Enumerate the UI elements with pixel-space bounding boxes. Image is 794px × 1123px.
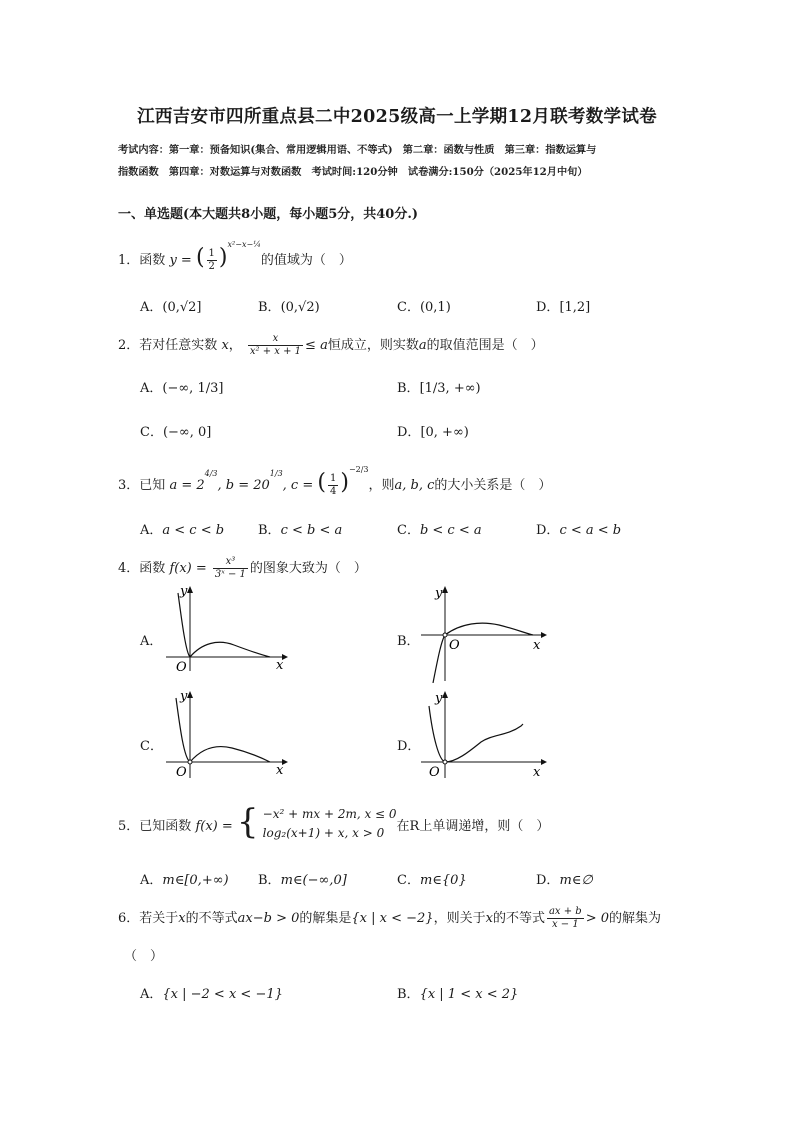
q5-piece2: log₂(x+1) + x, x > 0 xyxy=(262,826,385,840)
graph-d-y-label: y xyxy=(435,691,443,706)
graph-a-x-label: x xyxy=(276,658,284,673)
graph-b-x-label: x xyxy=(533,638,541,653)
q1-option-d: D．[1,2] xyxy=(536,300,591,315)
q5-option-a: A．m∈[0,+∞) xyxy=(140,873,229,888)
graph-d-x-label: x xyxy=(533,765,541,780)
question-6: 6．若关于x的不等式ax−b > 0的解集是{x | x < −2}，则关于x的不等式 $\frac{ax + b}{x - 1}$ > 0的解集为 xyxy=(118,906,662,930)
question-5: 5．已知函数 f(x) = { −x² + mx + 2m, x ≤ 0 log₂(x+1) + x, x > 0 在R上单调递增，则（ ） xyxy=(118,802,550,842)
graph-a-y-label: y xyxy=(180,584,188,599)
q1-option-a: A．(0,√2] xyxy=(140,300,202,315)
q3-option-d: D．c < a < b xyxy=(536,523,622,538)
q3-option-c: C．b < c < a xyxy=(397,523,482,538)
q6-answer-paren: （ ） xyxy=(124,949,164,964)
q5-option-c: C．m∈{0} xyxy=(397,873,467,888)
graph-b-origin: O xyxy=(449,638,460,653)
exam-title: 江西吉安市四所重点县二中2025级高一上学期12月联考数学试卷 xyxy=(137,107,657,127)
q4-label-c: C． xyxy=(140,739,163,754)
q2-option-c: C．(−∞, 0] xyxy=(140,425,212,440)
q1-option-b: B．(0,√2) xyxy=(258,300,320,315)
graph-a-origin: O xyxy=(176,660,187,673)
q4-label-a: A． xyxy=(140,634,163,649)
question-4: 4．函数 f(x) = $\frac{\text{x³}}{\text{3ˣ − 1}}$ 的图象大致为（ ） xyxy=(118,556,367,580)
question-3: 3．已知 $a = 2^{4/3}$, $b = 20^{1/3}$, c = ( $\frac{1}{4}$ )$^{-2/3}$，则a, b, c的大小关系是（ ） xyxy=(118,464,552,497)
graph-c-origin: O xyxy=(176,765,187,780)
q3-option-a: A．a < c < b xyxy=(140,523,225,538)
q3-option-b: B．c < b < a xyxy=(258,523,343,538)
q6-option-a: A．{x | −2 < x < −1} xyxy=(140,987,283,1002)
q2-option-d: D．[0, +∞) xyxy=(397,425,469,440)
exam-info-line1: 考试内容：第一章：预备知识(集合、常用逻辑用语、不等式) 第二章：函数与性质 第三章：指数运算与 xyxy=(118,144,597,156)
q1-prefix: 函数 xyxy=(139,253,166,268)
graph-d-origin: O xyxy=(429,765,440,780)
q1-number: 1． xyxy=(118,253,140,268)
question-1 xyxy=(118,239,352,273)
q4-graph-d xyxy=(417,688,547,780)
section-heading: 一、单选题(本大题共8小题，每小题5分，共40分.) xyxy=(118,207,419,222)
q4-graph-b xyxy=(417,583,547,683)
q5-option-d: D．m∈∅ xyxy=(536,873,593,888)
q5-piece1: −x² + mx + 2m, x ≤ 0 xyxy=(262,807,397,821)
q4-graph-a xyxy=(158,583,288,673)
q6-option-b: B．{x | 1 < x < 2} xyxy=(397,987,519,1002)
q2-option-b: B．[1/3, +∞) xyxy=(397,381,481,396)
q5-option-b: B．m∈(−∞,0] xyxy=(258,873,347,888)
q1-suffix: 的值域为（ ） xyxy=(260,253,352,268)
q4-label-d: D． xyxy=(397,739,421,754)
question-2: 2．若对任意实数 x， $\frac{x}{\text{x² + x + 1}}$ ≤ a恒成立，则实数a的取值范围是（ ） xyxy=(118,333,544,357)
q4-graph-c xyxy=(158,688,288,780)
q4-label-b: B． xyxy=(397,634,420,649)
q1-formula: y = ( $\frac{1}{2}$ )$^{x^2-x-\frac{1}{4}}$ xyxy=(169,239,261,272)
graph-b-y-label: y xyxy=(435,586,443,601)
exam-info-line2: 指数函数 第四章：对数运算与对数函数 考试时间:120分钟 试卷满分:150分（2025年12月中旬） xyxy=(118,166,588,178)
graph-c-y-label: y xyxy=(180,689,188,704)
q1-option-c: C．(0,1) xyxy=(397,300,451,315)
graph-c-x-label: x xyxy=(276,763,284,778)
q2-option-a: A．(−∞, 1/3] xyxy=(140,381,224,396)
